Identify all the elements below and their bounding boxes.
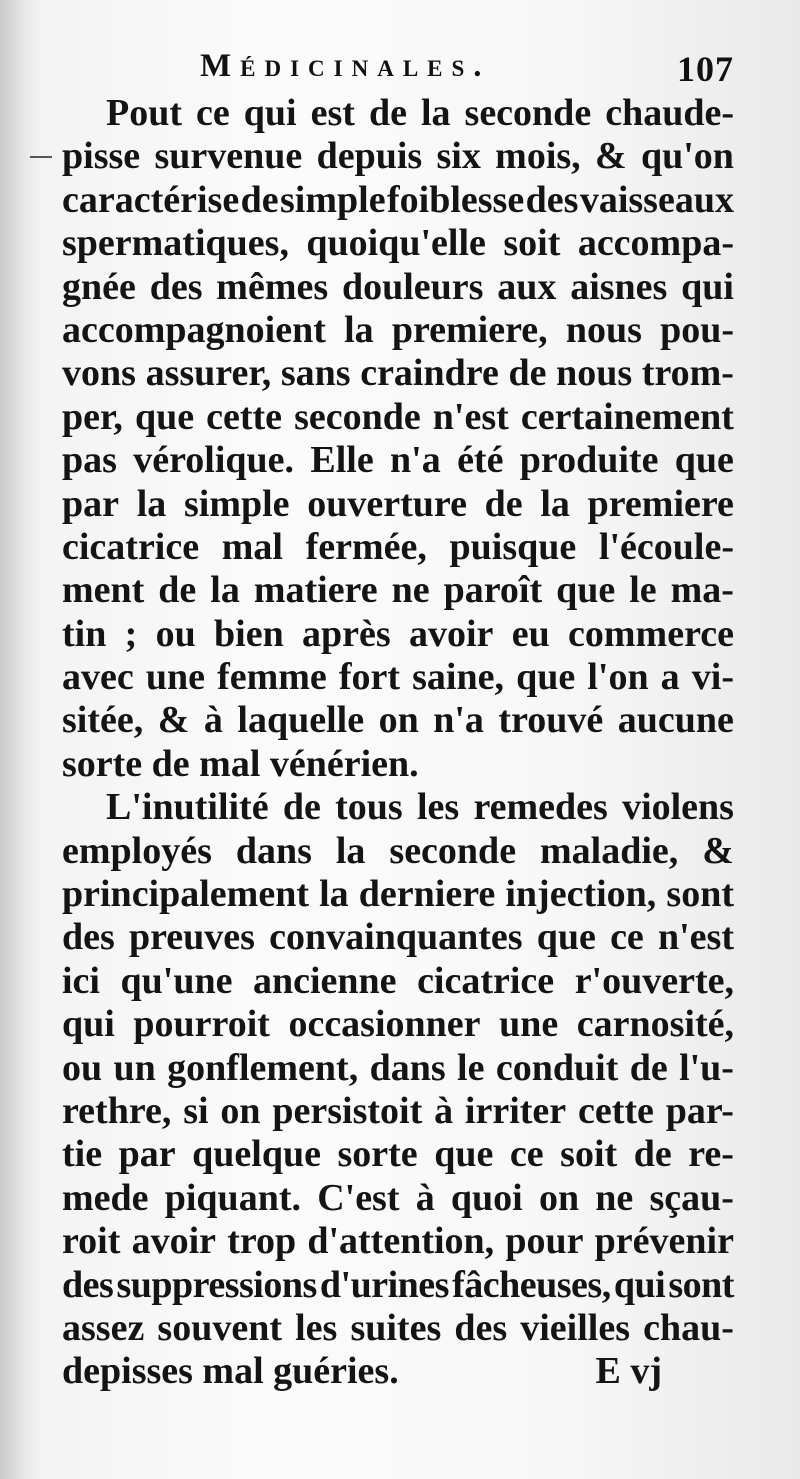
word: convainquantes	[269, 916, 523, 959]
word: fort	[338, 656, 401, 699]
word: fâcheuses,	[452, 1263, 611, 1306]
word: d'attention,	[307, 1220, 495, 1263]
word: mois,	[495, 135, 581, 178]
word: la	[136, 482, 167, 525]
word: des	[62, 1263, 114, 1306]
word: n'est	[657, 916, 734, 959]
word: une	[145, 656, 205, 699]
word: trom-	[641, 352, 734, 395]
word: de	[629, 1046, 668, 1089]
word: premiere,	[391, 308, 548, 351]
word: ouverture	[307, 482, 467, 525]
word: n'a	[390, 439, 441, 482]
word: l'écoule-	[598, 525, 734, 568]
word: pourroit	[133, 1003, 270, 1046]
word: assurer,	[145, 352, 272, 395]
word: si	[183, 1089, 209, 1132]
word: persistoit	[272, 1089, 423, 1132]
text-line	[62, 1307, 734, 1350]
word: chaude-	[605, 92, 734, 134]
word: d'urines	[319, 1263, 449, 1306]
word: ne	[595, 1176, 634, 1219]
word: tie	[62, 1133, 103, 1176]
word: qui	[681, 265, 734, 308]
gutter-shadow	[0, 0, 42, 1479]
word: accompagnoient	[62, 308, 326, 351]
text-line	[62, 699, 734, 742]
text-line	[62, 873, 734, 916]
word: seconde	[464, 92, 592, 134]
paragraph-1	[62, 92, 734, 786]
word: que	[556, 569, 616, 612]
word: premiere	[587, 482, 734, 525]
word: quelque	[192, 1133, 321, 1176]
word: seconde	[389, 829, 517, 872]
word: souvent	[157, 1306, 282, 1349]
word: la	[335, 829, 366, 872]
word: la	[420, 92, 451, 134]
running-title: Médicinales.	[200, 48, 491, 84]
word: assez	[62, 1306, 145, 1349]
word: Pout	[106, 92, 182, 134]
word: cette	[206, 395, 283, 438]
word: suites	[350, 1306, 442, 1349]
word: rethre,	[62, 1089, 172, 1132]
word: ma-	[670, 569, 734, 612]
word: carnosité,	[576, 1003, 734, 1046]
word: sorte	[337, 1133, 418, 1176]
word: qui	[62, 1003, 115, 1046]
word: trouvé	[498, 699, 604, 742]
word: sont	[666, 873, 734, 916]
word: pisse	[62, 135, 141, 178]
word: ce	[610, 916, 644, 959]
text-line: sorte de mal vénérien.	[62, 742, 419, 785]
text-line	[62, 135, 734, 178]
word: cette	[577, 1089, 654, 1132]
text-line	[62, 1090, 734, 1133]
word: ou	[155, 612, 196, 655]
word: ce	[509, 1133, 544, 1176]
word: est	[310, 92, 355, 134]
word: vieilles	[520, 1306, 631, 1349]
word: soit	[503, 222, 561, 265]
word: re-	[688, 1133, 734, 1176]
page-header	[200, 48, 740, 98]
text-line	[62, 656, 734, 699]
word: de	[484, 482, 523, 525]
text-line	[62, 1264, 734, 1307]
word: conduit	[495, 1046, 619, 1089]
word: que	[674, 439, 734, 482]
text-line	[62, 1133, 734, 1176]
word: après	[302, 612, 391, 655]
word: soit	[560, 1133, 618, 1176]
word: aucune	[617, 699, 734, 742]
word: piquant.	[164, 1176, 301, 1219]
text-line	[62, 613, 734, 656]
word: qu'on	[640, 135, 734, 178]
word: suppressions	[116, 1263, 317, 1306]
text-line	[62, 439, 734, 482]
text-line	[62, 569, 734, 612]
word: une	[499, 1003, 559, 1046]
word: vérolique.	[133, 439, 295, 482]
word: laquelle	[237, 699, 365, 742]
word: nous	[565, 308, 642, 351]
word: pas	[62, 439, 117, 482]
word: preuves	[128, 916, 255, 959]
word: r'ouverte,	[574, 959, 734, 1002]
word: que	[434, 1133, 494, 1176]
word: chau-	[643, 1306, 734, 1349]
word: commerce	[568, 612, 734, 655]
word: roit	[62, 1220, 121, 1263]
word: avoir	[131, 1220, 217, 1263]
text-line	[62, 916, 734, 959]
word: sçau-	[649, 1176, 734, 1219]
word: injection,	[505, 873, 657, 916]
word: des	[525, 178, 579, 221]
word: employés	[62, 829, 212, 872]
word: vi-	[691, 656, 734, 699]
word: violens	[622, 786, 734, 829]
text-line	[62, 396, 734, 439]
word: &	[702, 829, 734, 872]
word: tin	[62, 612, 107, 655]
word: le	[629, 569, 657, 612]
word: occasionner	[288, 1003, 481, 1046]
word: spermatiques,	[62, 222, 289, 265]
word: la	[319, 873, 349, 916]
word: sans	[280, 352, 351, 395]
word: que	[516, 656, 576, 699]
word: l'u-	[679, 1046, 734, 1089]
word: l'on	[587, 656, 649, 699]
word: avoir	[409, 612, 494, 655]
word: femme	[217, 656, 327, 699]
word: ce	[196, 92, 230, 134]
text-line: depisses mal guéries.	[62, 1350, 399, 1393]
word: aisnes	[570, 265, 668, 308]
text-line	[62, 1220, 734, 1263]
word: n'est	[432, 395, 509, 438]
word: gonflement,	[167, 1046, 359, 1089]
word: survenue	[154, 135, 303, 178]
word: de	[368, 92, 407, 134]
text-line	[62, 266, 734, 309]
text-line	[62, 222, 734, 265]
word: on	[220, 1089, 261, 1132]
word: irriter	[464, 1089, 567, 1132]
word: paroît	[443, 569, 543, 612]
word: vaisseaux	[579, 178, 734, 221]
word: de	[158, 569, 197, 612]
word: simple	[280, 178, 386, 221]
signature-mark: E vj	[595, 1350, 662, 1393]
word: dans	[235, 829, 312, 872]
word: quoi	[450, 1176, 523, 1219]
word: Elle	[310, 439, 374, 482]
word: C'est	[317, 1176, 400, 1219]
word: simple	[183, 482, 290, 525]
word: puisque	[449, 525, 577, 568]
word: les	[416, 786, 460, 829]
word: produite	[519, 439, 659, 482]
word: craindre	[360, 352, 499, 395]
word: douleurs	[341, 265, 484, 308]
word: dans	[369, 1046, 446, 1089]
paragraph-2	[62, 786, 734, 1393]
word: bien	[214, 612, 284, 655]
word: mal	[221, 525, 283, 568]
word: mêmes	[216, 265, 329, 308]
word: par	[118, 1133, 176, 1176]
last-line-with-signature	[62, 1350, 734, 1393]
text-line	[62, 92, 734, 135]
word: mede	[62, 1176, 149, 1219]
word: pou-	[660, 308, 734, 351]
word: foiblesse	[386, 178, 525, 221]
word: trop	[227, 1220, 297, 1263]
text-line	[62, 830, 734, 873]
word: tous	[335, 786, 403, 829]
word: de	[240, 178, 279, 221]
word: avec	[62, 656, 134, 699]
word: des	[149, 265, 203, 308]
word: ne	[391, 569, 430, 612]
word: on	[538, 1176, 580, 1219]
word: maladie,	[540, 829, 679, 872]
word: sont	[668, 1263, 734, 1306]
word: &	[157, 699, 190, 742]
word: n'a	[433, 699, 484, 742]
word: des	[454, 1306, 508, 1349]
word: ;	[124, 612, 138, 655]
text-line	[62, 179, 734, 222]
word: de	[633, 1133, 672, 1176]
word: six	[436, 135, 481, 178]
word: seconde	[294, 395, 421, 438]
word: à	[434, 1089, 454, 1132]
word: qui	[243, 92, 297, 134]
text-line	[62, 960, 734, 1003]
word: à	[203, 699, 223, 742]
text-line	[62, 1177, 734, 1220]
word: ou	[62, 1046, 103, 1089]
word: la	[540, 482, 570, 525]
word: principalement	[62, 873, 309, 916]
word: ment	[62, 569, 145, 612]
text-line	[62, 526, 734, 569]
word: les	[295, 1306, 338, 1349]
word: à	[415, 1176, 435, 1219]
word: L'inutilité	[106, 786, 269, 829]
word: sitée,	[62, 699, 144, 742]
text-line	[62, 1003, 734, 1046]
word: cicatrice	[62, 525, 200, 568]
word: a	[660, 656, 680, 699]
word: derniere	[358, 873, 496, 916]
text-line	[62, 1047, 734, 1090]
word: quoiqu'elle	[306, 222, 486, 265]
page-number: 107	[677, 49, 734, 89]
word: eu	[511, 612, 550, 655]
word: un	[113, 1046, 156, 1089]
word: ancienne	[252, 959, 397, 1002]
body-text	[62, 92, 734, 1394]
word: depuis	[316, 135, 423, 178]
word: saine,	[412, 656, 504, 699]
word: par-	[665, 1089, 734, 1132]
text-line	[62, 352, 734, 395]
word: aux	[497, 265, 557, 308]
word: qui	[613, 1263, 666, 1306]
word: gnée	[62, 265, 136, 308]
word: certainement	[520, 395, 734, 438]
word: que	[536, 916, 596, 959]
word: prévenir	[594, 1220, 734, 1263]
word: matiere	[253, 569, 378, 612]
word: cicatrice	[417, 959, 555, 1002]
word: fermée,	[305, 525, 427, 568]
word: la	[210, 569, 240, 612]
word: par	[62, 482, 119, 525]
word: de	[508, 352, 547, 395]
word: le	[457, 1046, 485, 1089]
word: la	[344, 308, 374, 351]
word: caractérise	[62, 178, 240, 221]
word: été	[457, 439, 504, 482]
word: &	[594, 135, 627, 178]
text-line	[62, 786, 734, 829]
text-line	[62, 309, 734, 352]
word: ici	[62, 959, 100, 1002]
word: qu'une	[120, 959, 233, 1002]
word: de	[282, 786, 321, 829]
word: accompa-	[577, 222, 734, 265]
word: remedes	[473, 786, 608, 829]
word: on	[378, 699, 419, 742]
text-line	[62, 483, 734, 526]
word: per,	[62, 395, 123, 438]
word: des	[62, 916, 115, 959]
word: vons	[62, 352, 136, 395]
word: que	[134, 395, 195, 438]
word: pour	[505, 1220, 584, 1263]
word: nous	[556, 352, 633, 395]
margin-dash-mark	[30, 156, 52, 158]
